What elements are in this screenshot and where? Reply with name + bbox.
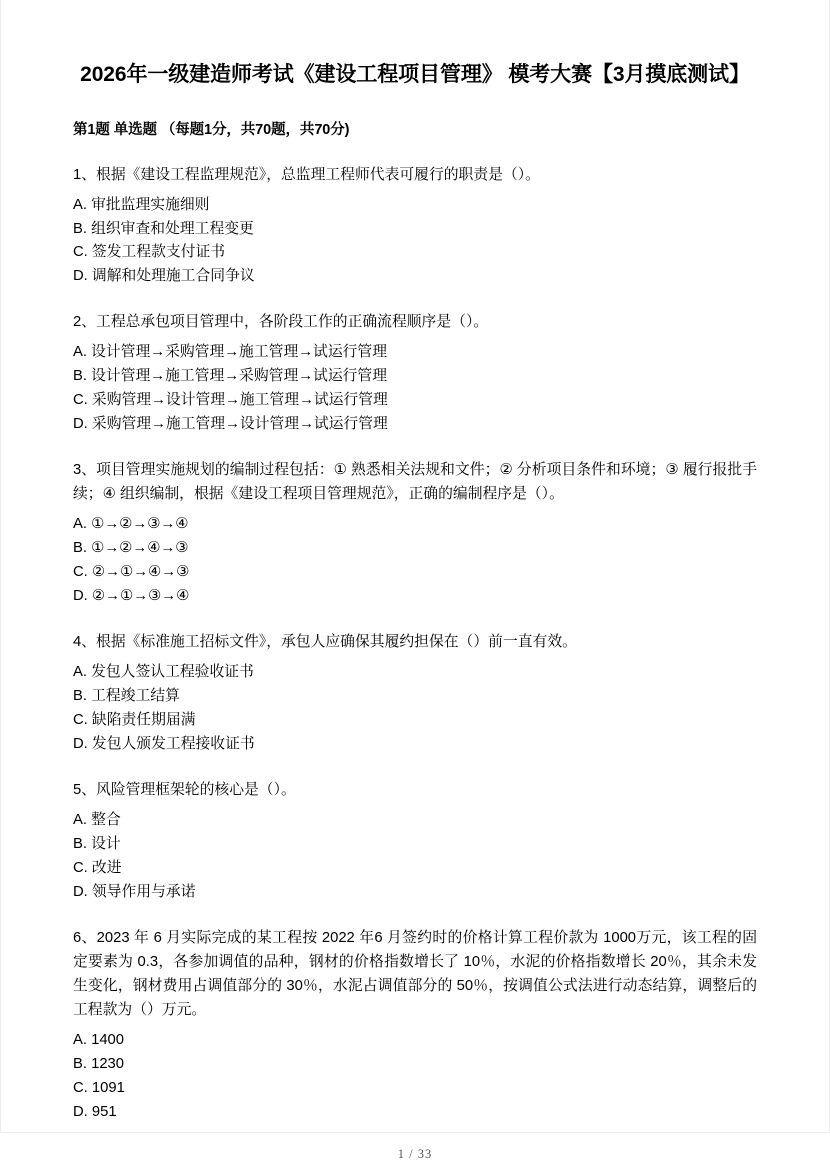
- option-b[interactable]: B. ①→②→④→③: [73, 540, 189, 557]
- option-a[interactable]: A. 整合: [73, 811, 121, 828]
- option-a[interactable]: A. 发包人签认工程验收证书: [73, 664, 254, 681]
- option-b[interactable]: B. 设计: [73, 835, 121, 852]
- question-stem: 1、根据《建设工程监理规范》，总监理工程师代表可履行的职责是（）。: [73, 166, 540, 183]
- option-b[interactable]: B. 组织审查和处理工程变更: [73, 220, 254, 237]
- option-a[interactable]: A. 审批监理实施细则: [73, 196, 210, 213]
- option-b[interactable]: B. 设计管理→施工管理→采购管理→试运行管理: [73, 368, 388, 385]
- question-item: [73, 779, 757, 905]
- question-options: [73, 661, 757, 757]
- option-c[interactable]: C. 签发工程款支付证书: [73, 244, 226, 261]
- option-a[interactable]: A. 1400: [73, 1031, 125, 1048]
- question-options: [73, 341, 757, 437]
- option-d[interactable]: D. 采购管理→施工管理→设计管理→试运行管理: [73, 416, 388, 433]
- question-item: [73, 164, 757, 290]
- question-item: [73, 927, 757, 1125]
- option-b[interactable]: B. 1230: [73, 1055, 125, 1072]
- question-options: [73, 513, 757, 609]
- option-a[interactable]: A. ①→②→③→④: [73, 516, 189, 533]
- option-c[interactable]: C. 1091: [73, 1079, 125, 1096]
- page-indicator: 1 / 33: [397, 1146, 433, 1161]
- option-d[interactable]: D. 951: [73, 1103, 117, 1120]
- question-options: [73, 194, 757, 290]
- question-item: [73, 459, 757, 609]
- question-item: [73, 631, 757, 757]
- section-header: 第1题 单选题 （每题1分，共70题，共70分): [73, 121, 350, 138]
- option-b[interactable]: B. 工程竣工结算: [73, 688, 180, 704]
- page-title: 2026年一级建造师考试《建设工程项目管理》 模考大赛【3月摸底测试】: [80, 63, 750, 86]
- option-c[interactable]: C. 采购管理→设计管理→施工管理→试运行管理: [73, 392, 388, 409]
- option-d[interactable]: D. 调解和处理施工合同争议: [73, 268, 255, 285]
- option-c[interactable]: C. ②→①→④→③: [73, 564, 190, 581]
- option-c[interactable]: C. 改进: [73, 859, 122, 876]
- option-a[interactable]: A. 设计管理→采购管理→施工管理→试运行管理: [73, 344, 388, 361]
- question-stem: 6、2023 年 6 月实际完成的某工程按 2022 年6 月签约时的价格计算工程价款为 1000万元，该工程的固定要素为 0.3，各参加调值的品种，钢材的价格指数增长了 10％，水泥的价格指数增长 20％，其余未发生变化，钢材费用占调值部分的 30％，水泥占调值部分的 50％，按调值公式法进行动态结算，调整后的工程款为（）万元。: [73, 929, 757, 1018]
- question-item: [73, 311, 757, 437]
- question-stem: 4、根据《标准施工招标文件》，承包人应确保其履约担保在（）前一直有效。: [73, 634, 577, 651]
- option-d[interactable]: D. 领导作用与承诺: [73, 883, 196, 900]
- option-c[interactable]: C. 缺陷责任期届满: [73, 711, 196, 728]
- question-stem: 5、风险管理框架轮的核心是（）。: [73, 781, 296, 798]
- page-footer: [0, 1133, 830, 1175]
- option-d[interactable]: D. 发包人颁发工程接收证书: [73, 735, 255, 752]
- question-stem: 2、工程总承包项目管理中，各阶段工作的正确流程顺序是（）。: [73, 314, 489, 331]
- question-options: [73, 809, 757, 905]
- question-stem: 3、项目管理实施规划的编制过程包括：① 熟悉相关法规和文件；② 分析项目条件和环境；③ 履行报批手续；④ 组织编制，根据《建设工程项目管理规范》，正确的编制程序是（）。: [73, 462, 757, 503]
- option-d[interactable]: D. ②→①→③→④: [73, 588, 190, 605]
- question-options: [73, 1029, 757, 1125]
